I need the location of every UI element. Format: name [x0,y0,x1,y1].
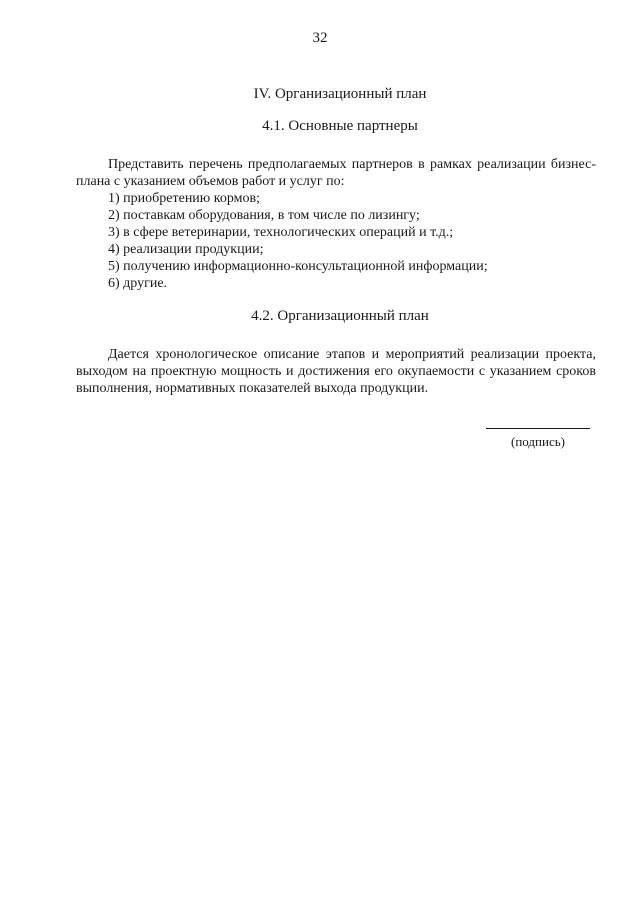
partners-list [108,190,588,292]
subsection-title-org-plan: 4.2. Организационный план [251,308,429,324]
list-item: 3) в сфере ветеринарии, технологических операций и т.д.; [108,225,454,240]
subsection-title-partners: 4.1. Основные партнеры [262,118,418,134]
page-number: 32 [312,30,328,46]
signature-line [486,428,590,429]
signature-caption: (подпись) [511,434,565,449]
partners-paragraph: Представить перечень предполагаемых партнеров в рамках реализации бизнес-плана с указанием объемов работ и услуг по: [76,157,596,189]
org-plan-paragraph: Дается хронологическое описание этапов и мероприятий реализации проекта, выходом на проектную мощность и достижения его окупаемости с указанием сроков выполнения, нормативных показателей выхода продукции. [76,347,596,396]
list-item: 5) получению информационно-консультационной информации; [108,259,488,274]
list-item: 6) другие. [108,276,168,291]
list-item: 4) реализации продукции; [108,242,264,257]
section-title: IV. Организационный план [253,86,427,102]
list-item: 1) приобретению кормов; [108,191,260,206]
list-item: 2) поставкам оборудования, в том числе по лизингу; [108,208,420,223]
